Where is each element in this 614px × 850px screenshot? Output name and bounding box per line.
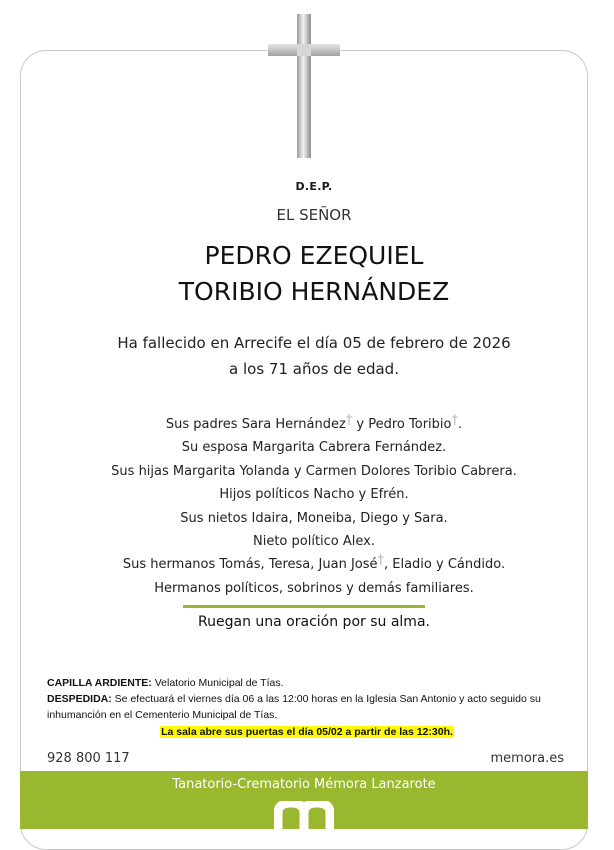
family-children-in-law: Hijos políticos Nacho y Efrén. — [219, 487, 409, 503]
opening-notice: La sala abre sus puertas el día 05/02 a partir de las 12:30h. — [161, 726, 453, 738]
divider — [183, 605, 425, 608]
chapel-info: CAPILLA ARDIENTE: Velatorio Municipal de Tías. — [47, 677, 284, 689]
family-list — [20, 413, 608, 600]
deceased-mark-icon: † — [377, 553, 384, 569]
phone-number: 928 800 117 — [47, 751, 130, 766]
death-line-2: a los 71 años de edad. — [229, 360, 399, 378]
family-siblings: Sus hermanos Tomás, Teresa, Juan José†, Eladio y Cándido. — [122, 553, 506, 573]
deceased-mark-icon: † — [451, 413, 458, 428]
footer-bar — [20, 771, 588, 829]
service-info — [47, 675, 567, 740]
family-others: Hermanos políticos, sobrinos y demás familiares. — [154, 580, 474, 596]
family-daughters: Sus hijas Margarita Yolanda y Carmen Dolores Toribio Cabrera. — [111, 463, 517, 479]
farewell-info: DESPEDIDA: Se efectuará el viernes día 06 a las 12:00 horas en la Iglesia San Antonio y acto seguido su inhumanción en el Cementerio Municipal de Tías. — [47, 693, 541, 721]
honorific: EL SEÑOR — [276, 206, 352, 224]
deceased-name — [20, 238, 608, 310]
family-parents: Sus padres Sara Hernández† y Pedro Toribio†. — [165, 413, 463, 432]
name-line-1: PEDRO EZEQUIEL — [204, 241, 424, 270]
family-grandchildren: Sus nietos Idaira, Moneiba, Diego y Sara. — [180, 510, 448, 526]
family-spouse: Su esposa Margarita Cabrera Fernández. — [181, 440, 447, 456]
website: memora.es — [490, 751, 564, 766]
prayer-text: Ruegan una oración por su alma. — [198, 614, 430, 630]
death-line-1: Ha fallecido en Arrecife el día 05 de febrero de 2026 — [117, 334, 511, 352]
deceased-mark-icon: † — [345, 413, 353, 428]
name-line-2: TORIBIO HERNÁNDEZ — [178, 277, 450, 306]
cross-icon — [268, 14, 340, 158]
family-grandchild-in-law: Nieto político Alex. — [253, 534, 375, 550]
memora-logo-icon — [274, 801, 334, 829]
funeral-home-name: Tanatorio-Crematorio Mémora Lanzarote — [172, 777, 436, 792]
dep-label: D.E.P. — [295, 180, 333, 193]
death-notice — [20, 330, 608, 382]
